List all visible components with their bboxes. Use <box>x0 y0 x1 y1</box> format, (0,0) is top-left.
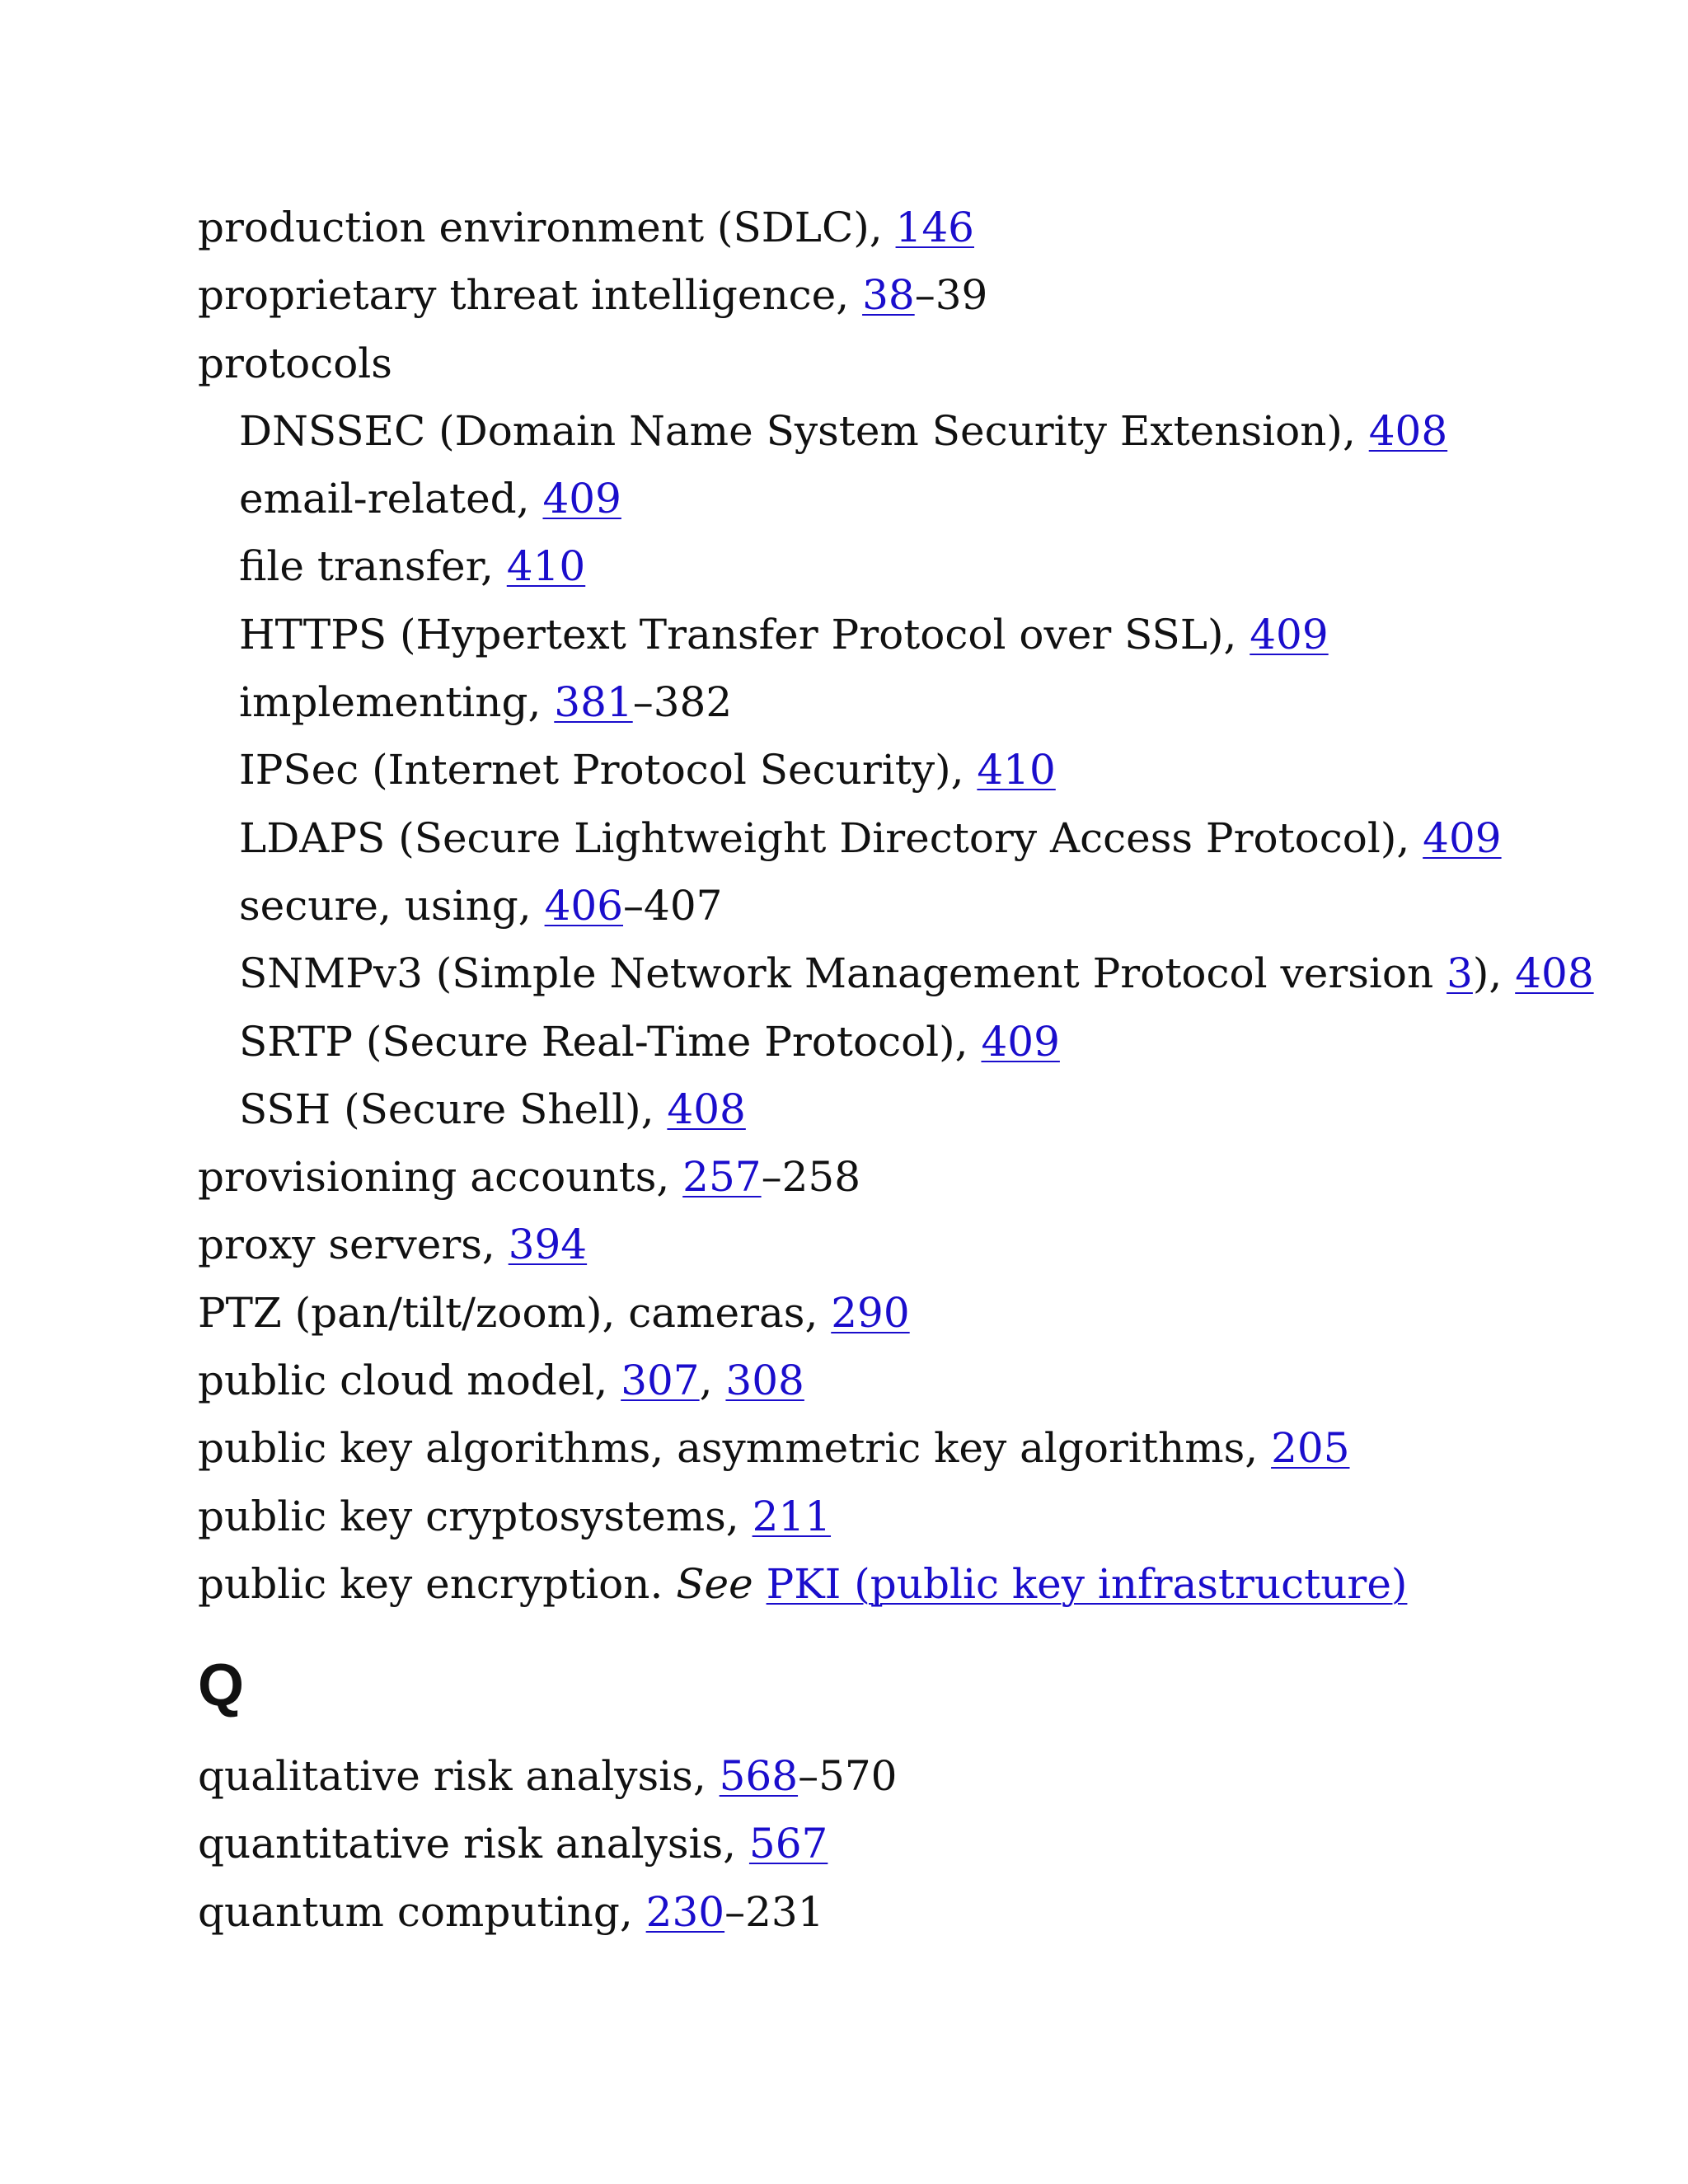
page-link[interactable]: 409 <box>1423 813 1502 862</box>
index-entry <box>198 1347 1599 1414</box>
index-subentry <box>198 1008 1599 1076</box>
entry-separator: ), <box>1472 949 1516 998</box>
index-subentry <box>198 601 1599 668</box>
entry-text: quantitative risk analysis, <box>198 1820 749 1868</box>
entry-text: secure, using, <box>239 881 545 930</box>
index-subentry <box>198 940 1599 1007</box>
index-entry <box>198 1550 1599 1618</box>
index-entry <box>198 1279 1599 1347</box>
entry-text: implementing, <box>239 678 555 727</box>
entry-text: file transfer, <box>239 542 507 591</box>
entry-text: DNSSEC (Domain Name System Security Extension), <box>239 406 1369 455</box>
index-entry <box>198 1483 1599 1550</box>
page-range-end: –407 <box>623 881 723 930</box>
page-link[interactable]: 290 <box>831 1288 910 1337</box>
entry-text: qualitative risk analysis, <box>198 1752 720 1800</box>
page-link[interactable]: 408 <box>1515 949 1594 998</box>
entry-text: public cloud model, <box>198 1357 621 1405</box>
page-link[interactable]: 308 <box>725 1357 804 1405</box>
page-link[interactable]: 3 <box>1447 949 1473 998</box>
see-reference-label: See <box>676 1559 753 1608</box>
entry-text: production environment (SDLC), <box>198 204 896 251</box>
page-link[interactable]: 38 <box>862 271 915 320</box>
index-subentry <box>198 872 1599 940</box>
entry-text: SSH (Secure Shell), <box>239 1085 668 1133</box>
page-range-end: –39 <box>914 271 988 320</box>
index-entry <box>198 1878 1599 1946</box>
page-link[interactable]: 394 <box>508 1221 588 1269</box>
page-range-end: –382 <box>632 678 733 727</box>
page-range-end: –570 <box>798 1752 898 1800</box>
page-link[interactable]: 409 <box>1250 610 1329 658</box>
cross-reference-link[interactable]: PKI (public key infrastructure) <box>766 1559 1408 1608</box>
page-link[interactable]: 567 <box>748 1820 828 1868</box>
entry-text: SNMPv3 (Simple Network Management Protocol version <box>239 949 1447 998</box>
page-link[interactable]: 211 <box>752 1492 832 1540</box>
page-range-end: –258 <box>761 1153 861 1202</box>
index-entry <box>198 1414 1599 1482</box>
page-link[interactable]: 409 <box>542 475 621 523</box>
page-link[interactable]: 230 <box>645 1887 725 1936</box>
index-subentry <box>198 532 1599 600</box>
index-list-q <box>198 1742 1599 1946</box>
entry-text: provisioning accounts, <box>198 1153 683 1202</box>
entry-text: proxy servers, <box>198 1221 509 1269</box>
index-entry <box>198 330 1599 397</box>
page-link[interactable]: 409 <box>981 1017 1060 1066</box>
page-link[interactable]: 408 <box>667 1085 746 1133</box>
index-entry <box>198 261 1599 329</box>
entry-text: IPSec (Internet Protocol Security), <box>239 746 978 794</box>
index-entry <box>198 1810 1599 1877</box>
page-link[interactable]: 410 <box>506 542 586 591</box>
page-link[interactable]: 406 <box>544 881 624 930</box>
index-entry <box>198 1143 1599 1211</box>
page-link[interactable]: 410 <box>977 746 1056 794</box>
page-link[interactable]: 381 <box>554 678 633 727</box>
entry-text: public key encryption. <box>198 1559 677 1608</box>
entry-text: protocols <box>198 339 392 387</box>
page-link[interactable]: 568 <box>719 1752 799 1800</box>
entry-text: email-related, <box>239 475 543 523</box>
entry-text: quantum computing, <box>198 1887 646 1936</box>
page-link[interactable]: 408 <box>1368 406 1448 455</box>
page-link[interactable]: 146 <box>895 204 974 251</box>
entry-text: HTTPS (Hypertext Transfer Protocol over SSL), <box>239 610 1250 658</box>
entry-text: LDAPS (Secure Lightweight Directory Access Protocol), <box>239 813 1423 862</box>
entry-text: public key cryptosystems, <box>198 1492 753 1540</box>
section-heading-q: Q <box>198 1652 245 1718</box>
page-link[interactable]: 205 <box>1271 1424 1350 1473</box>
index-entry <box>198 194 1599 261</box>
index-subentry <box>198 736 1599 804</box>
index-subentry <box>198 465 1599 532</box>
index-entry <box>198 1211 1599 1278</box>
index-list-p <box>198 194 1599 1618</box>
entry-text: SRTP (Secure Real-Time Protocol), <box>239 1017 982 1066</box>
entry-text: public key algorithms, asymmetric key algorithms, <box>198 1424 1272 1473</box>
entry-text: PTZ (pan/tilt/zoom), cameras, <box>198 1288 832 1337</box>
entry-text: proprietary threat intelligence, <box>198 271 863 320</box>
index-subentry <box>198 1076 1599 1143</box>
page-link[interactable]: 307 <box>621 1357 700 1405</box>
index-subentry <box>198 804 1599 872</box>
entry-separator: , <box>699 1357 726 1405</box>
page-range-end: –231 <box>724 1887 824 1936</box>
page-link[interactable]: 257 <box>682 1153 762 1202</box>
index-subentry <box>198 397 1599 465</box>
index-subentry <box>198 668 1599 736</box>
index-entry <box>198 1742 1599 1810</box>
